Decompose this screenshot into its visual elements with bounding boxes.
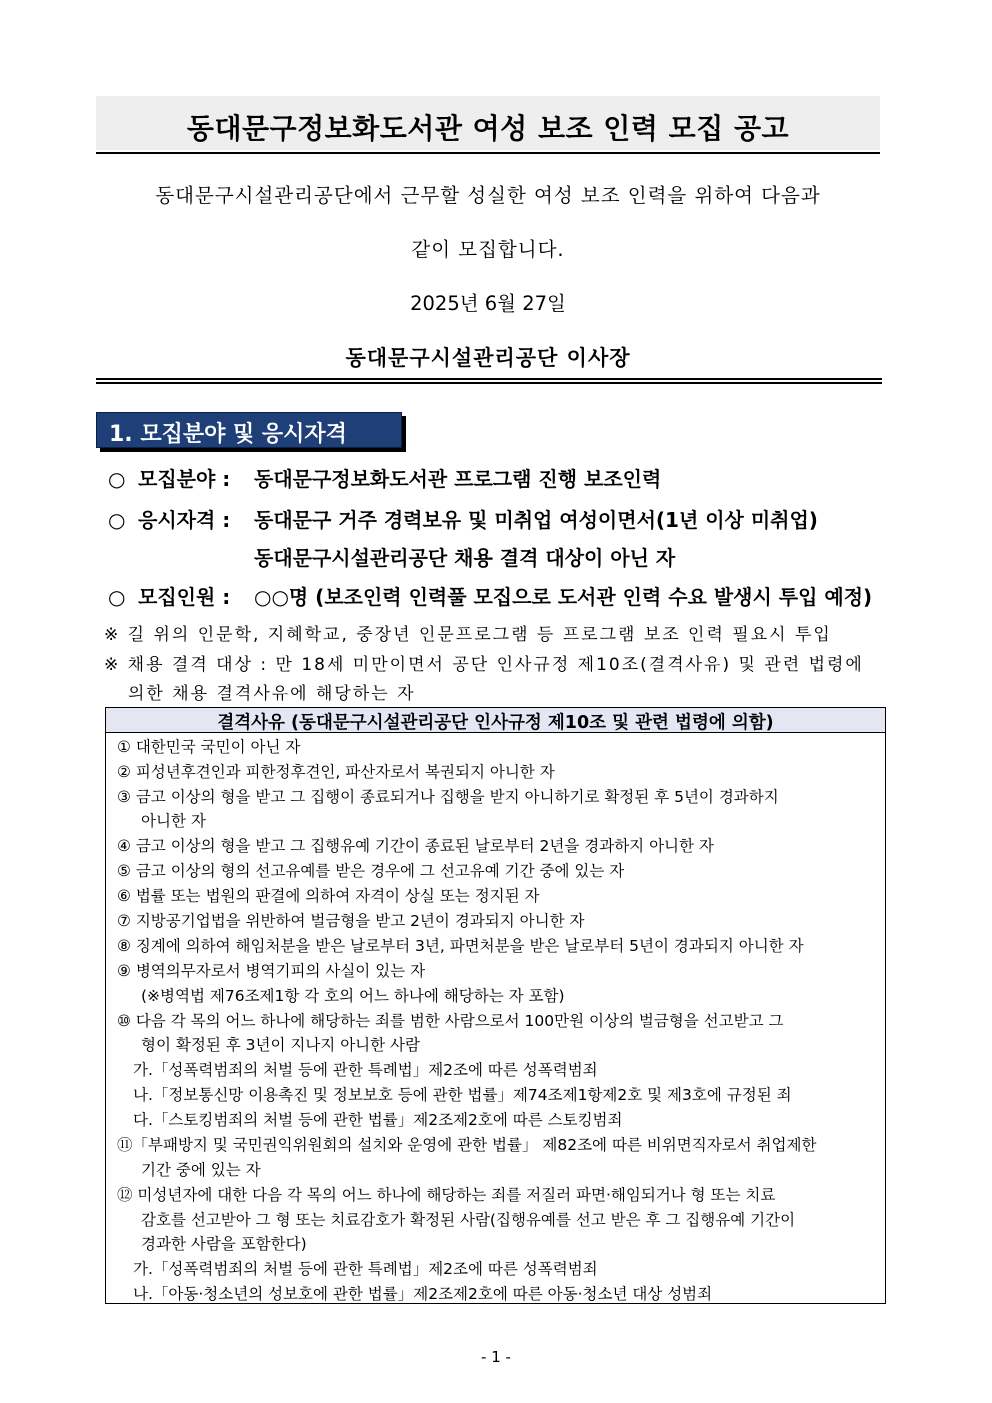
table-row: 기간 중에 있는 자 xyxy=(141,1161,261,1179)
table-row: ② 피성년후견인과 피한정후견인, 파산자로서 복권되지 아니한 자 xyxy=(117,763,555,781)
table-row: ⑫ 미성년자에 대한 다음 각 목의 어느 하나에 해당하는 죄를 저질러 파면·해임되거나 형 또는 치료 xyxy=(117,1186,776,1204)
table-row: ⑤ 금고 이상의 형의 선고유예를 받은 경우에 그 선고유예 기간 중에 있는 자 xyxy=(117,862,625,880)
item-eligibility xyxy=(108,504,230,533)
table-row: (※병역법 제76조제1항 각 호의 어느 하나에 해당하는 자 포함) xyxy=(141,987,565,1005)
announcement-date: 2025년 6월 27일 xyxy=(410,292,566,315)
organization-signature: 동대문구시설관리공단 이사장 xyxy=(345,346,631,370)
note-line: ※ 채용 결격 대상 : 만 18세 미만이면서 공단 인사규정 제10조(결격사유) 및 관련 법령에 xyxy=(104,655,864,675)
table-row: ③ 금고 이상의 형을 받고 그 집행이 종료되거나 집행을 받지 아니하기로 확정된 후 5년이 경과하지 xyxy=(117,788,779,806)
item-recruit-field xyxy=(108,463,230,492)
table-row: 나.「정보통신망 이용촉진 및 정보보호 등에 관한 법률」제74조제1항제2호 및 제3호에 규정된 죄 xyxy=(133,1086,792,1104)
table-row: 가.「성폭력범죄의 처벌 등에 관한 특례법」제2조에 따른 성폭력범죄 xyxy=(133,1061,598,1079)
table-row: 나.「아동·청소년의 성보호에 관한 법률」제2조제2호에 따른 아동·청소년 대상 성범죄 xyxy=(133,1285,713,1303)
table-header-text: 결격사유 (동대문구시설관리공단 인사규정 제10조 및 관련 법령에 의함) xyxy=(217,713,774,733)
bullet-circle: ○ xyxy=(108,467,126,491)
intro-line-2: 같이 모집합니다. xyxy=(411,238,565,261)
table-row: 감호를 선고받아 그 형 또는 치료감호가 확정된 사람(집행유예를 선고 받은 후 그 집행유예 기간이 xyxy=(141,1211,796,1229)
item-headcount xyxy=(108,581,230,610)
page-title: 동대문구정보화도서관 여성 보조 인력 모집 공고 xyxy=(186,112,790,145)
table-row: ⑦ 지방공기업법을 위반하여 벌금형을 받고 2년이 경과되지 아니한 자 xyxy=(117,912,585,930)
table-row: ⑧ 징계에 의하여 해임처분을 받은 날로부터 3년, 파면처분을 받은 날로부터 5년이 경과되지 아니한 자 xyxy=(117,937,804,955)
table-row: ⑩ 다음 각 목의 어느 하나에 해당하는 죄를 범한 사람으로서 100만원 이상의 벌금형을 선고받고 그 xyxy=(117,1012,784,1030)
divider-line-bottom xyxy=(96,382,882,384)
table-row: 경과한 사람을 포함한다) xyxy=(141,1235,307,1253)
item-label: 모집분야 : xyxy=(138,467,231,491)
bullet-circle: ○ xyxy=(108,585,126,609)
item-content: 동대문구 거주 경력보유 및 미취업 여성이면서(1년 이상 미취업) xyxy=(254,508,818,532)
intro-line-1: 동대문구시설관리공단에서 근무할 성실한 여성 보조 인력을 위하여 다음과 xyxy=(155,184,821,207)
bullet-circle: ○ xyxy=(108,508,126,532)
item-content: ○○명 (보조인력 인력풀 모집으로 도서관 인력 수요 발생시 투입 예정) xyxy=(254,585,873,609)
page-number: - 1 - xyxy=(481,1348,511,1366)
table-row: ① 대한민국 국민이 아닌 자 xyxy=(117,738,301,756)
disqualification-table xyxy=(105,707,886,1304)
item-label: 모집인원 : xyxy=(138,585,231,609)
section-heading-box xyxy=(96,412,402,448)
title-box xyxy=(96,96,880,150)
item-content: 동대문구정보화도서관 프로그램 진행 보조인력 xyxy=(254,467,662,491)
item-label: 응시자격 : xyxy=(138,508,231,532)
section-heading: 1. 모집분야 및 응시자격 xyxy=(109,422,347,447)
table-row: 형이 확정된 후 3년이 지나지 아니한 사람 xyxy=(141,1036,420,1054)
table-header xyxy=(106,708,885,733)
note-line: ※ 길 위의 인문학, 지혜학교, 중장년 인문프로그램 등 프로그램 보조 인력 필요시 투입 xyxy=(104,625,832,645)
item-content-continued: 동대문구시설관리공단 채용 결격 대상이 아닌 자 xyxy=(254,546,676,570)
title-underline xyxy=(96,152,880,154)
table-row: ④ 금고 이상의 형을 받고 그 집행유예 기간이 종료된 날로부터 2년을 경과하지 아니한 자 xyxy=(117,837,714,855)
divider-line-top xyxy=(96,378,882,380)
table-row: 가.「성폭력범죄의 처벌 등에 관한 특례법」제2조에 따른 성폭력범죄 xyxy=(133,1260,598,1278)
table-row: ⑪「부패방지 및 국민권익위원회의 설치와 운영에 관한 법률」 제82조에 따른 비위면직자로서 취업제한 xyxy=(117,1136,817,1154)
table-row: ⑨ 병역의무자로서 병역기피의 사실이 있는 자 xyxy=(117,962,426,980)
table-row: 아니한 자 xyxy=(141,812,206,830)
note-line: 의한 채용 결격사유에 해당하는 자 xyxy=(128,684,416,704)
table-row: ⑥ 법률 또는 법원의 판결에 의하여 자격이 상실 또는 정지된 자 xyxy=(117,887,540,905)
table-row: 다.「스토킹범죄의 처벌 등에 관한 법률」제2조제2호에 따른 스토킹범죄 xyxy=(133,1111,623,1129)
